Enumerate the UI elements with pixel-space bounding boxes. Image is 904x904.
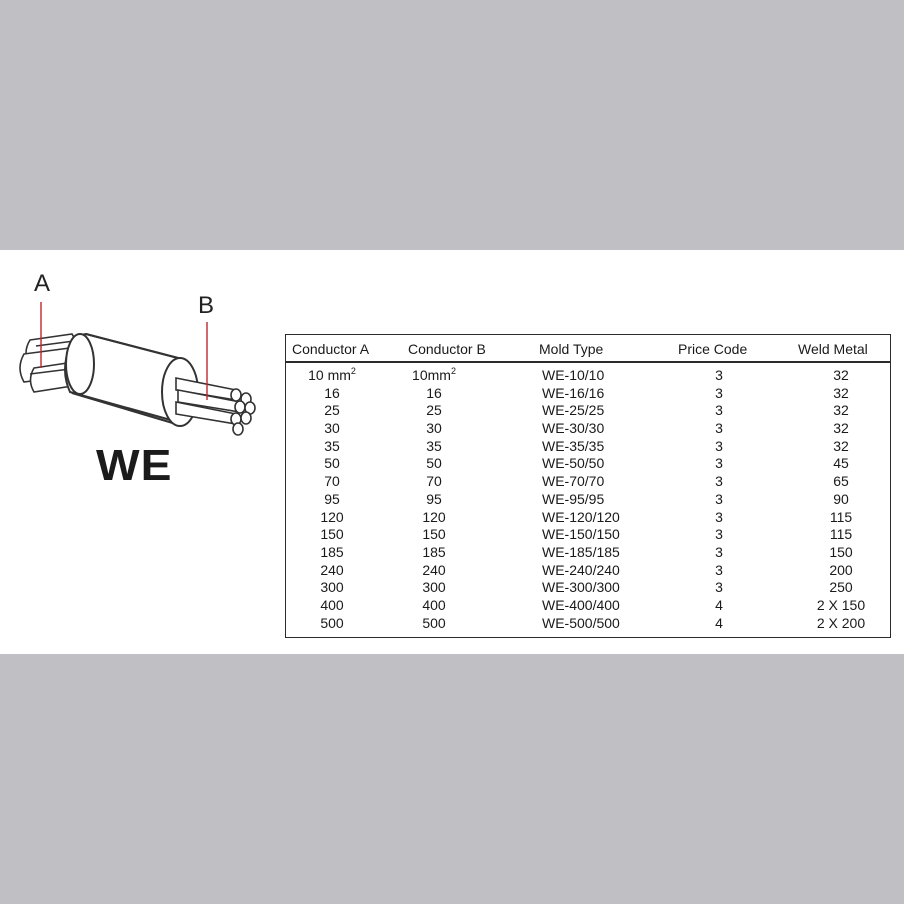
table-row xyxy=(286,402,890,420)
cell-price-code: 4 xyxy=(715,614,723,631)
cell-mold-type: WE-185/185 xyxy=(542,543,620,560)
cell-weld-metal: 45 xyxy=(833,455,849,472)
cell-price-code: 3 xyxy=(715,543,723,560)
cell-conductor-b: 25 xyxy=(426,402,442,419)
cell-price-code: 3 xyxy=(715,420,723,437)
cable-illustration xyxy=(0,250,280,505)
cell-price-code: 3 xyxy=(715,367,723,383)
cell-mold-type: WE-10/10 xyxy=(542,367,605,383)
cell-weld-metal: 32 xyxy=(833,420,849,437)
cell-weld-metal: 32 xyxy=(833,437,849,454)
cell-mold-type: WE-50/50 xyxy=(542,455,605,472)
header-conductor-b: Conductor B xyxy=(408,341,486,357)
cell-conductor-b: 70 xyxy=(426,473,442,490)
cell-conductor-b: 16 xyxy=(426,384,442,401)
cell-weld-metal: 115 xyxy=(829,508,853,525)
table-row xyxy=(286,385,890,403)
cell-mold-type: WE-16/16 xyxy=(542,384,605,401)
table-row xyxy=(286,579,890,597)
cell-weld-metal: 250 xyxy=(829,579,853,596)
cell-conductor-a: 50 xyxy=(324,455,340,472)
cell-conductor-b: 185 xyxy=(422,543,446,560)
cell-price-code: 3 xyxy=(715,579,723,596)
cell-weld-metal: 2 X 150 xyxy=(816,596,866,613)
cell-conductor-b: 240 xyxy=(422,561,446,578)
label-b: B xyxy=(198,292,215,319)
cell-conductor-a: 120 xyxy=(320,508,344,525)
cell-price-code: 3 xyxy=(715,402,723,419)
cell-weld-metal: 200 xyxy=(829,561,853,578)
cell-mold-type: WE-70/70 xyxy=(542,473,605,490)
cell-conductor-a: 300 xyxy=(320,579,344,596)
table-row xyxy=(286,509,890,527)
product-name: WE xyxy=(96,441,173,490)
table-row xyxy=(286,438,890,456)
cell-price-code: 3 xyxy=(715,561,723,578)
header-conductor-a: Conductor A xyxy=(292,341,370,357)
cell-conductor-b: 30 xyxy=(426,420,442,437)
cell-mold-type: WE-240/240 xyxy=(542,561,620,578)
header-price-code: Price Code xyxy=(678,341,748,357)
cell-conductor-a: 185 xyxy=(320,543,344,560)
cell-mold-type: WE-400/400 xyxy=(542,596,620,613)
cell-conductor-a: 95 xyxy=(324,490,340,507)
cell-mold-type: WE-35/35 xyxy=(542,437,605,454)
cell-conductor-b: $10mm^2$ xyxy=(412,366,456,383)
cell-weld-metal: 90 xyxy=(833,490,849,507)
cell-mold-type: WE-120/120 xyxy=(542,508,620,525)
cell-price-code: 3 xyxy=(715,437,723,454)
table-row xyxy=(286,473,890,491)
table-row xyxy=(286,526,890,544)
cell-conductor-a: 30 xyxy=(324,420,340,437)
cell-mold-type: WE-500/500 xyxy=(542,614,620,631)
table-row xyxy=(286,420,890,438)
cell-conductor-a: 16 xyxy=(324,384,340,401)
cell-conductor-b: 400 xyxy=(422,596,446,613)
cell-conductor-b: 35 xyxy=(426,437,442,454)
cell-price-code: 3 xyxy=(715,490,723,507)
mold-spec-table xyxy=(285,334,891,638)
table-header xyxy=(286,335,890,363)
cell-conductor-b: 150 xyxy=(422,526,446,543)
cell-conductor-b: 95 xyxy=(426,490,442,507)
cell-price-code: 3 xyxy=(715,526,723,543)
cell-weld-metal: 65 xyxy=(833,473,849,490)
cell-mold-type: WE-150/150 xyxy=(542,526,620,543)
cell-weld-metal: 115 xyxy=(829,526,853,543)
cell-conductor-a: 400 xyxy=(320,596,344,613)
cell-conductor-a: 35 xyxy=(324,437,340,454)
header-weld-metal: Weld Metal xyxy=(798,341,868,357)
table-row xyxy=(286,562,890,580)
cell-conductor-b: 120 xyxy=(422,508,446,525)
cell-price-code: 4 xyxy=(715,596,723,613)
table-row xyxy=(286,597,890,615)
cell-conductor-a: 10 $mm^2$ xyxy=(308,366,356,383)
cell-price-code: 3 xyxy=(715,384,723,401)
cell-conductor-b: 500 xyxy=(422,614,446,631)
cell-conductor-a: 150 xyxy=(320,526,344,543)
cell-mold-type: WE-95/95 xyxy=(542,490,605,507)
cell-conductor-a: 240 xyxy=(320,561,344,578)
cell-price-code: 3 xyxy=(715,508,723,525)
cell-conductor-b: 300 xyxy=(422,579,446,596)
cell-weld-metal: 150 xyxy=(829,543,853,560)
table-row xyxy=(286,615,890,633)
table-row xyxy=(286,367,890,385)
cell-mold-type: WE-25/25 xyxy=(542,402,605,419)
cell-mold-type: WE-30/30 xyxy=(542,420,605,437)
table-row xyxy=(286,544,890,562)
label-a: A xyxy=(34,270,51,297)
content-panel xyxy=(0,250,904,654)
cell-weld-metal: 32 xyxy=(833,402,849,419)
cell-weld-metal: 32 xyxy=(833,367,849,383)
table-row xyxy=(286,491,890,509)
cell-weld-metal: 32 xyxy=(833,384,849,401)
table-body xyxy=(286,367,890,632)
table-row xyxy=(286,455,890,473)
header-mold-type: Mold Type xyxy=(539,341,604,357)
cell-conductor-b: 50 xyxy=(426,455,442,472)
cell-weld-metal: 2 X 200 xyxy=(816,614,866,631)
cell-mold-type: WE-300/300 xyxy=(542,579,620,596)
cell-conductor-a: 500 xyxy=(320,614,344,631)
cell-price-code: 3 xyxy=(715,455,723,472)
cell-conductor-a: 25 xyxy=(324,402,340,419)
cell-price-code: 3 xyxy=(715,473,723,490)
cell-conductor-a: 70 xyxy=(324,473,340,490)
